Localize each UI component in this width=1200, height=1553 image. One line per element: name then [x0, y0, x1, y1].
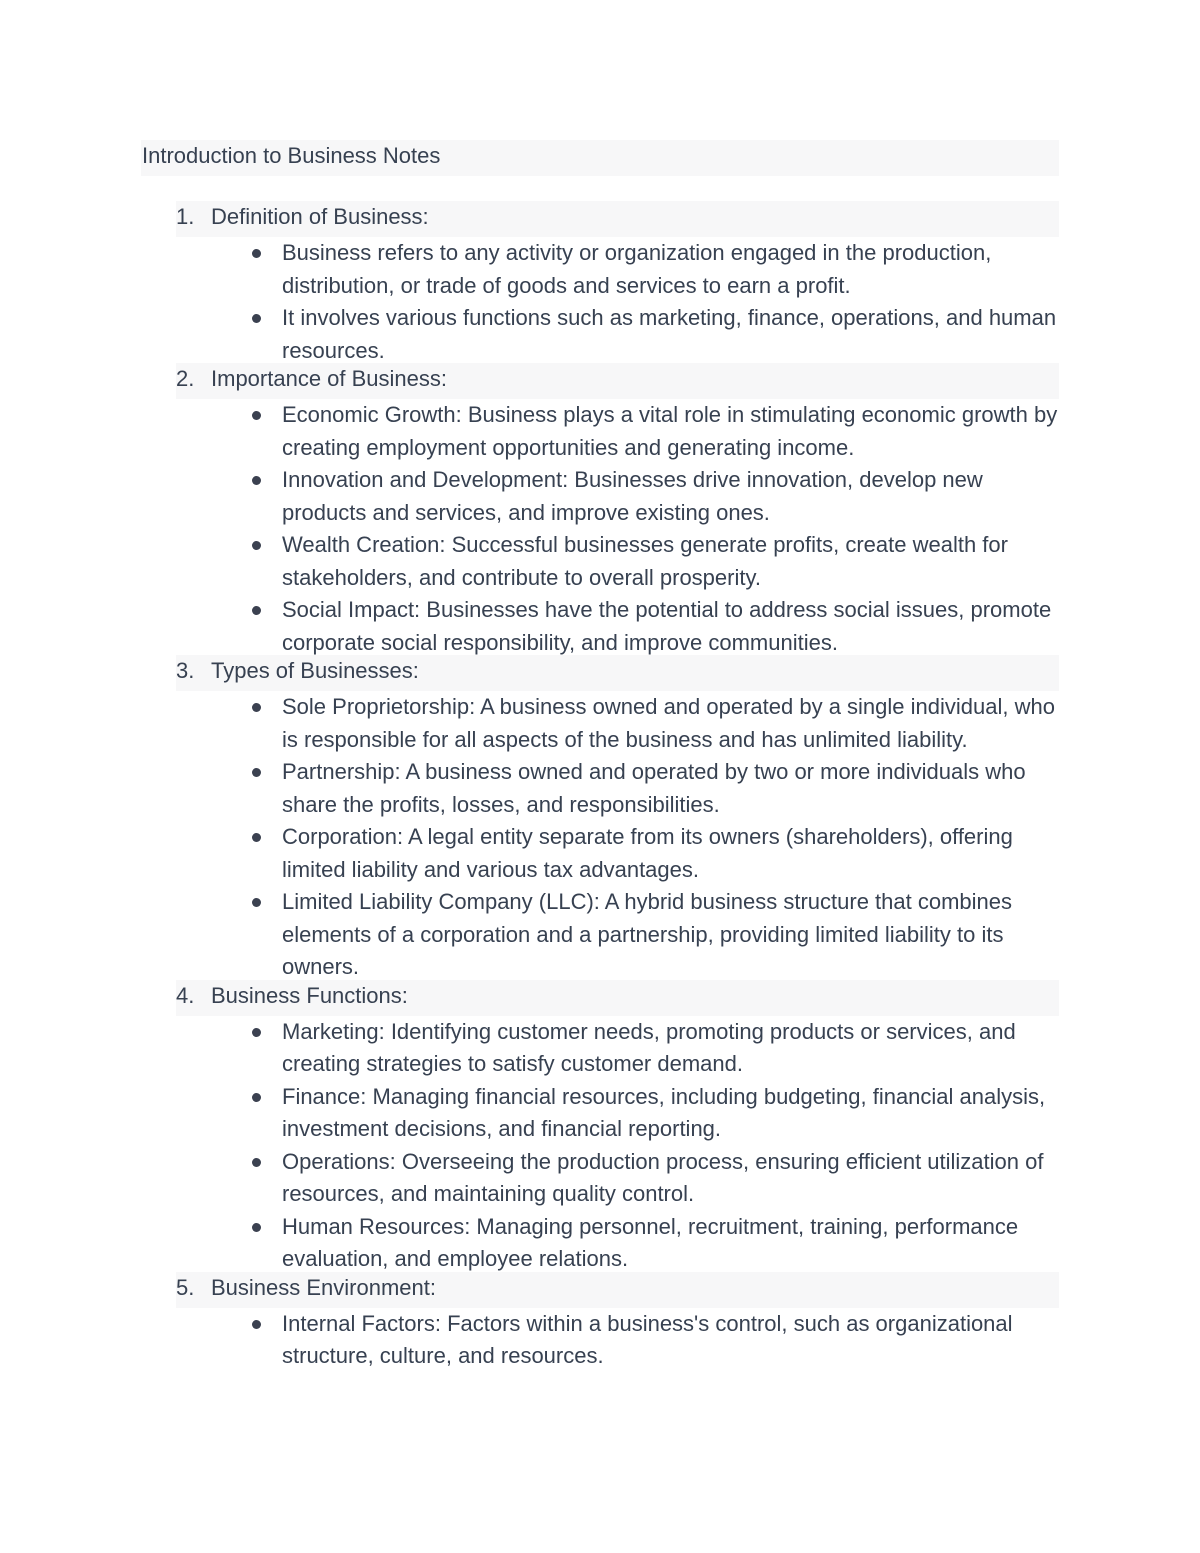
bullet-text: Economic Growth: Business plays a vital role in stimulating economic growth by creating employment opportunities and generating income.	[282, 402, 1058, 460]
section-heading: Types of Businesses:	[211, 658, 419, 683]
bullet-list	[176, 1308, 1059, 1373]
list-item	[176, 399, 1059, 464]
bullet-text: Human Resources: Managing personnel, recruitment, training, performance evaluation, and employee relations.	[282, 1213, 1019, 1271]
section-heading-row	[176, 363, 1059, 399]
bullet-text: Business refers to any activity or organization engaged in the production, distribution, or trade of goods and services to earn a profit.	[282, 240, 992, 298]
list-item	[176, 1146, 1059, 1211]
section-number: 2.	[176, 366, 195, 391]
bullet-dot-icon	[252, 1158, 261, 1167]
bullet-dot-icon	[252, 476, 261, 485]
section-heading: Business Environment:	[211, 1274, 436, 1300]
list-item	[176, 1211, 1059, 1276]
list-item	[176, 1016, 1059, 1081]
section-definition	[176, 201, 1059, 367]
bullet-list	[176, 1016, 1059, 1276]
bullet-list	[176, 691, 1059, 984]
list-item	[176, 756, 1059, 821]
section-heading-row	[176, 201, 1059, 237]
bullet-text: Sole Proprietorship: A business owned and operated by a single individual, who is responsible for all aspects of the business and has unlimited liability.	[282, 694, 1055, 752]
bullet-list	[176, 399, 1059, 659]
bullet-text: Internal Factors: Factors within a business's control, such as organizational structure, culture, and resources.	[282, 1310, 1013, 1368]
bullet-dot-icon	[252, 1093, 261, 1102]
section-number: 5.	[176, 1274, 195, 1300]
section-environment	[176, 1272, 1059, 1373]
section-heading: Importance of Business:	[211, 366, 448, 391]
section-types	[176, 655, 1059, 984]
bullet-dot-icon	[252, 1028, 261, 1037]
bullet-dot-icon	[252, 703, 261, 712]
section-heading-row	[176, 980, 1059, 1016]
bullet-dot-icon	[252, 1320, 261, 1329]
section-number: 4.	[176, 982, 195, 1008]
bullet-text: Wealth Creation: Successful businesses generate profits, create wealth for stakeholders, and contribute to overall prosperity.	[282, 532, 1008, 590]
list-item	[176, 594, 1059, 659]
list-item	[176, 886, 1059, 984]
section-number: 3.	[176, 658, 195, 683]
bullet-dot-icon	[252, 898, 261, 907]
section-importance	[176, 363, 1059, 659]
section-heading: Definition of Business:	[211, 204, 429, 229]
bullet-text: Partnership: A business owned and operated by two or more individuals who share the profits, losses, and responsibilities.	[282, 759, 1026, 817]
bullet-text: Corporation: A legal entity separate from its owners (shareholders), offering limited liability and various tax advantages.	[282, 824, 1013, 882]
section-heading-row	[176, 1272, 1059, 1308]
list-item	[176, 821, 1059, 886]
bullet-text: Marketing: Identifying customer needs, promoting products or services, and creating strategies to satisfy customer demand.	[282, 1018, 1016, 1076]
section-heading-row	[176, 655, 1059, 691]
bullet-text: Social Impact: Businesses have the potential to address social issues, promote corporate social responsibility, and improve communities.	[282, 597, 1052, 655]
list-item	[176, 691, 1059, 756]
bullet-list	[176, 237, 1059, 367]
list-item	[176, 302, 1059, 367]
list-item	[176, 237, 1059, 302]
bullet-dot-icon	[252, 768, 261, 777]
section-functions	[176, 980, 1059, 1276]
list-item	[176, 464, 1059, 529]
section-number: 1.	[176, 204, 195, 229]
list-item	[176, 1308, 1059, 1373]
section-list	[176, 201, 1059, 1373]
bullet-text: It involves various functions such as marketing, finance, operations, and human resources.	[282, 305, 1057, 363]
section-heading: Business Functions:	[211, 982, 408, 1008]
bullet-dot-icon	[252, 541, 261, 550]
document-title: Introduction to Business Notes	[141, 140, 1059, 176]
bullet-text: Finance: Managing financial resources, including budgeting, financial analysis, investment decisions, and financial reporting.	[282, 1083, 1046, 1141]
bullet-dot-icon	[252, 606, 261, 615]
bullet-dot-icon	[252, 314, 261, 323]
list-item	[176, 1081, 1059, 1146]
bullet-dot-icon	[252, 249, 261, 258]
bullet-dot-icon	[252, 1223, 261, 1232]
list-item	[176, 529, 1059, 594]
bullet-dot-icon	[252, 411, 261, 420]
bullet-dot-icon	[252, 833, 261, 842]
bullet-text: Operations: Overseeing the production process, ensuring efficient utilization of resources, and maintaining quality control.	[282, 1148, 1044, 1206]
bullet-text: Innovation and Development: Businesses drive innovation, develop new products and services, and improve existing ones.	[282, 467, 983, 525]
bullet-text: Limited Liability Company (LLC): A hybrid business structure that combines elements of a corporation and a partnership, providing limited liability to its owners.	[282, 889, 1013, 979]
